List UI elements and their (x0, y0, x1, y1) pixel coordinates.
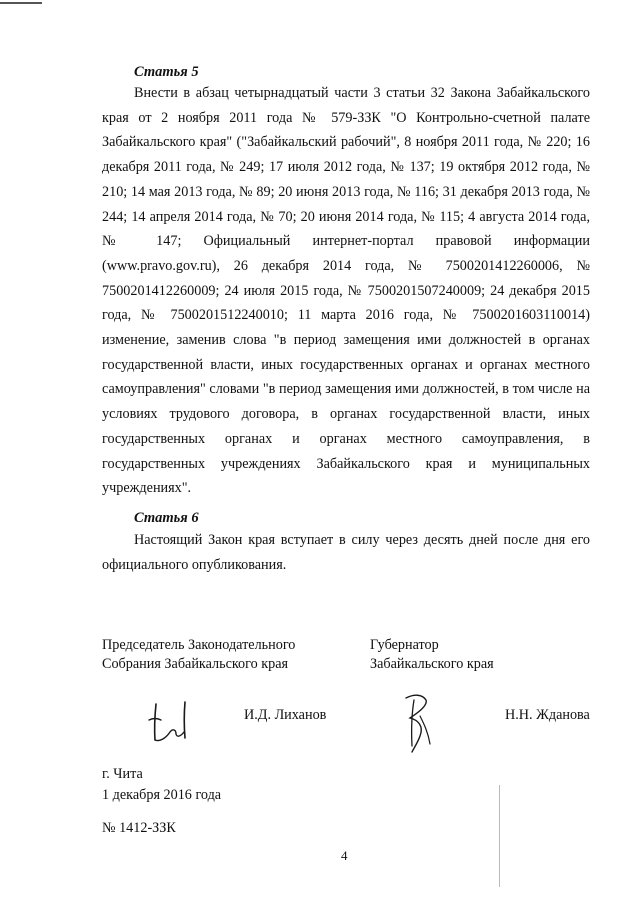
scan-margin-line (499, 785, 500, 887)
page-number: 4 (341, 848, 348, 863)
chair-title-line1: Председатель Законодательного (102, 637, 296, 653)
footer-city: г. Чита (102, 766, 143, 782)
top-rule (0, 2, 42, 4)
chair-signature-image (142, 696, 198, 746)
article-6-text: Настоящий Закон края вступает в силу через десять дней после дня его официального опубликования. (102, 532, 590, 573)
article-5-heading: Статья 5 (134, 64, 199, 80)
governor-title-line2: Забайкальского края (370, 656, 494, 672)
chair-name: И.Д. Лиханов (244, 707, 327, 723)
footer-date: 1 декабря 2016 года (102, 787, 222, 803)
law-number: № 1412-ЗЗК (102, 820, 176, 836)
governor-name: Н.Н. Жданова (505, 707, 590, 723)
article-5-text: Внести в абзац четырнадцатый части 3 статьи 32 Закона Забайкальского края от 2 ноября 2011 года № 579-ЗЗК "О Контрольно-счетной палате Забайкальского края" ("Забайкальский рабочий", 8 ноября 2011 года, № 220; 16 декабря 2011 года, № 249; 17 июля 2012 года, № 137; 19 октября 2012 года, № 210; 14 мая 2013 года, № 89; 20 июня 2013 года, № 116; 31 декабря 2013 года, № 244; 14 апреля 2014 года, № 70; 20 июня 2014 года, № 115; 4 августа 2014 года, № 147; Официальный интернет-портал правовой информации (www.pravo.gov.ru), 26 декабря 2014 года, № 7500201412260006, № 7500201412260009; 24 июля 2015 года, № 7500201507240009; 24 декабря 2015 года, № 7500201512240010; 11 марта 2016 года, № 7500201603110014) изменение, заменив слова "в период замещения ими должностей в органах государственной власти, иных государственных органах и органах местного самоуправления" словами "в период замещения ими должностей, в том числе на условиях трудового договора, в органах государственной власти, иных государственных органах и органах местного самоуправления, в государственных учреждениях Забайкальского края и муниципальных учреждениях". (102, 85, 590, 497)
governor-signature-image (392, 688, 438, 754)
article-6-heading: Статья 6 (134, 510, 199, 526)
chair-title-line2: Собрания Забайкальского края (102, 656, 289, 672)
governor-title-line1: Губернатор (370, 637, 439, 653)
